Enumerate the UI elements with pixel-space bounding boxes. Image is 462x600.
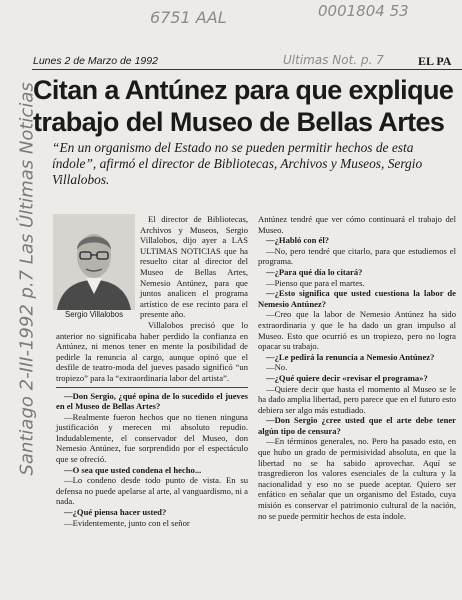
- interview-question: —O sea que usted condena el hecho...: [64, 464, 202, 475]
- interview-answer: —Lo condeno desde todo punto de vista. En su defensa no puede apelarse al arte, al vanguardismo, ni a nada.: [56, 475, 248, 507]
- deck-quote: “En un organismo del Estado no se pueden permitir hechos de esta índole”, afirmó el director de Bibliotecas, Archivos y Museos, Sergio Villalobos.: [52, 140, 423, 187]
- dateline: Lunes 2 de Marzo de 1992: [33, 55, 158, 67]
- interview-answer: —Realmente fueron hechos que no tienen ninguna justificación y merecen mi absoluto repudio. Indudablemente, el conservador del Museo, don Nemesio Antúnez, fue sorprendido por el espectáculo que se ofreció.: [56, 411, 248, 465]
- interview-answer: —Quiere decir que hasta el momento al Museo se le ha dado amplia libertad, pero parece que en el futuro esto debiera ser algo más estudiado.: [258, 383, 456, 415]
- article-column-1: [56, 214, 248, 528]
- interview-question: —Don Sergio, ¿qué opina de lo sucedido el jueves en el Museo de Bellas Artes?: [56, 390, 248, 412]
- photo-caption: Sergio Villalobos: [65, 310, 123, 319]
- interview-answer: —No.: [266, 362, 288, 373]
- article-paragraph: Antúnez tendré que ver cómo continuará el trabajo del Museo.: [258, 214, 456, 235]
- interview-answer: —Creo que la labor de Nemesio Antúnez ha sido extraordinaria y que le ha dado un gran impulso al Museo. Esto que ocurrió es un tropiezo, pero no logra opacar su trabajo.: [258, 309, 456, 352]
- interview-question: —Don Sergio ¿cree usted que el arte debe tener algún tipo de censura?: [258, 415, 456, 436]
- interview-question: —¿Qué quiere decir «revisar el programa»?: [266, 372, 428, 383]
- handwritten-archive-code: 6751 AAL: [150, 8, 227, 27]
- portrait-photo: [53, 214, 135, 320]
- handwritten-record-number: 0001804 53: [318, 2, 409, 20]
- interview-answer: —Pienso que para el martes.: [266, 277, 365, 288]
- header-rule: [32, 69, 462, 70]
- interview-question: —¿Esto significa que usted cuestiona la labor de Nemesio Antúnez?: [258, 288, 456, 309]
- section-header: EL PA: [418, 54, 452, 68]
- interview-question: —¿Para qué día lo citará?: [266, 266, 363, 277]
- interview-answer: —No, pero tendré que citarlo, para que estudiemos el programa.: [258, 245, 456, 267]
- interview-answer: —En términos generales, no. Pero ha pasado esto, en que hubo un grado de permisividad absoluta, en que la libertad no se ha sabido aprovechar. Aquí se trasgredieron los valores esenciales de la cultura y la nacionalidad y eso no se puede aceptar. Quiero ser enfático en señalar que un organismo del Estado, cuya misión es conservar el patrimonio cultural de la nación, no se puede permitir hechos de esta índole.: [258, 436, 456, 521]
- handwritten-side-note: Santiago 2-III-1992 p.7 Las Últimas Noticias: [16, 82, 38, 476]
- portrait-image: [53, 214, 135, 310]
- article-paragraph: El director de Bibliotecas, Archivos y Museos, Sergio Villalobos, dijo ayer a LAS ULTIMAS NOTICIAS que ha resuelto citar al director del Museo de Bellas Artes, Nemesio Antúnez, para que juntos analicen el programa artístico de ese recinto para el presente año.: [140, 214, 248, 320]
- interview-question: —¿Le pedirá la renuncia a Nemesio Antúnez?: [266, 351, 435, 362]
- interview-answer: —Evidentemente, junto con el señor: [64, 517, 190, 528]
- headline: [33, 74, 462, 138]
- headline-line-1: Citan a Antúnez para que explique: [33, 75, 454, 105]
- section-rule: [56, 387, 248, 388]
- interview-question: —¿Habló con él?: [266, 235, 330, 246]
- article-column-2: [258, 214, 456, 521]
- headline-line-2: trabajo del Museo de Bellas Artes: [33, 107, 445, 137]
- article-paragraph: Villalobos precisó que lo anterior no significaba haber perdido la confianza en Antúnez, ni menos tener en mente la posibilidad de pedirle la renuncia al cargo, aunque opinó que el desfile de teatro-moda del jueves pasado significó “un tropiezo” para la “extraordinaria labor del artista”.: [56, 319, 248, 383]
- handwritten-source-note: Ultimas Not. p. 7: [283, 53, 384, 67]
- interview-question: —¿Qué piensa hacer usted?: [64, 507, 167, 518]
